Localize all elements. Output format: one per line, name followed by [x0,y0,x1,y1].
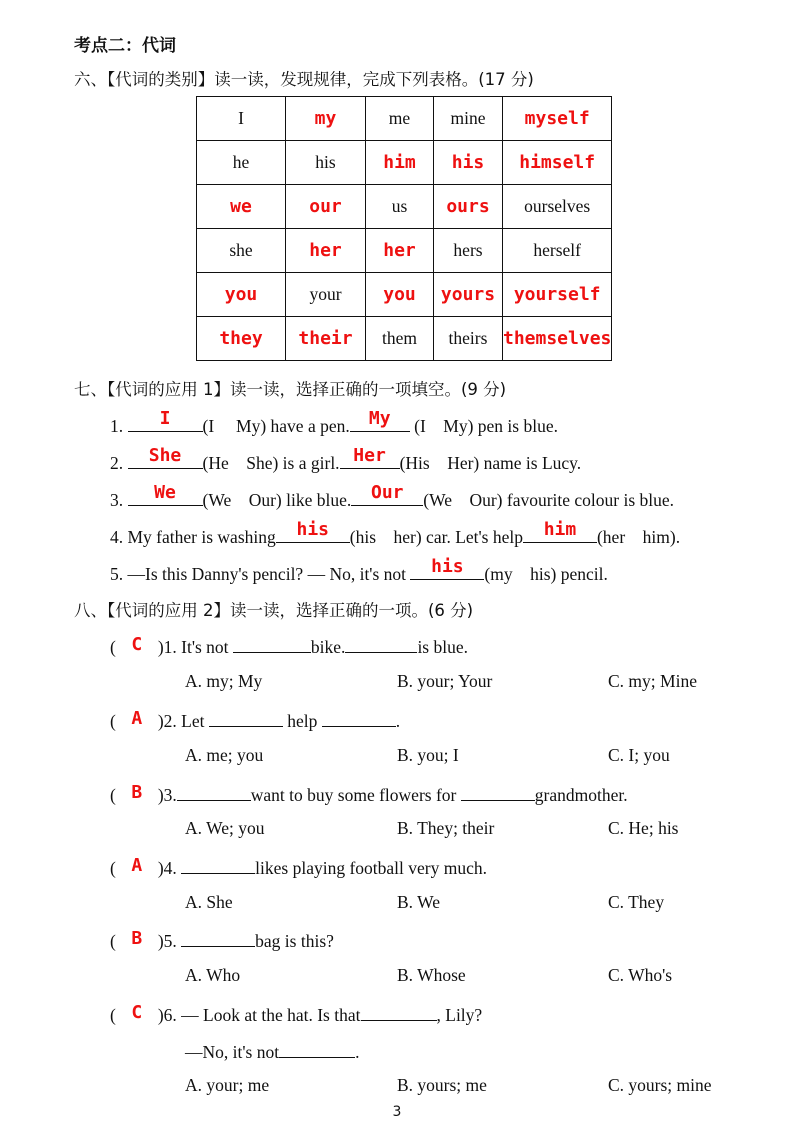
option-b[interactable]: B. They; their [397,818,495,838]
table-cell-answer[interactable]: him [366,141,434,185]
option-a[interactable]: A. your; me [185,1075,270,1095]
answer-blank [322,708,396,727]
item-text: (her him). [596,527,681,547]
table-cell: ourselves [503,185,612,229]
handwritten-answer: My [368,408,391,429]
table-cell: his [286,141,366,185]
handwritten-answer: Her [353,445,386,466]
answer-blank [461,782,535,801]
question-text: )2. Let [157,711,209,731]
item-text: 4. My father is washing [110,527,276,547]
table-cell-answer[interactable]: his [434,141,503,185]
answer-blank[interactable] [350,408,410,432]
item-text: 3. [110,490,128,510]
mc-question-1: ( C )1. It's not bike. is blue. [110,634,468,657]
handwritten-answer: A [131,708,143,729]
table-cell: he [197,141,286,185]
table-cell-answer[interactable]: our [286,185,366,229]
page-heading: 考点二：代词 [74,36,176,56]
option-c[interactable]: C. Who's [608,965,673,985]
table-cell-answer[interactable]: her [286,229,366,273]
table-cell-answer[interactable]: you [366,273,434,317]
fill-item-1 [110,408,558,438]
handwritten-answer: B [131,928,143,949]
question-text: )5. [157,931,182,951]
question-text: —No, it's not [185,1042,280,1062]
table-cell-answer[interactable]: yours [434,273,503,317]
question-text: bike. [310,637,346,657]
page-number: 3 [392,1104,402,1120]
mc-question-2: ( A )2. Let help . [110,708,401,731]
table-row [197,317,612,361]
question-text: bag is this? [255,931,334,951]
option-b[interactable]: B. Whose [397,965,466,985]
fill-item-3 [110,482,675,512]
option-a[interactable]: A. me; you [185,745,264,765]
answer-blank[interactable] [128,408,203,432]
item-text: 2. [110,453,128,473]
table-cell: I [197,97,286,141]
answer-blank[interactable] [340,445,400,469]
question-text: , Lily? [436,1005,483,1025]
question-text: . [355,1042,360,1062]
option-b[interactable]: B. We [397,892,440,912]
item-text: (He She) is a girl. [202,453,340,473]
option-c[interactable]: C. I; you [608,745,670,765]
answer-blank [177,782,251,801]
table-cell-answer[interactable]: himself [503,141,612,185]
handwritten-answer: C [131,634,143,655]
item-text: (my his) pencil. [484,564,608,584]
item-text: (His Her) name is Lucy. [399,453,582,473]
table-cell-answer[interactable]: her [366,229,434,273]
table-cell-answer[interactable]: you [197,273,286,317]
table-row [197,273,612,317]
option-a[interactable]: A. Who [185,965,241,985]
answer-blank[interactable] [351,482,423,506]
question-text: likes playing football very much. [255,858,487,878]
fill-item-2 [110,445,582,475]
table-row [197,141,612,185]
table-cell-answer[interactable]: they [197,317,286,361]
section-7-title: 七、【代词的应用 1】读一读，选择正确的一项填空。(9 分) [74,380,507,399]
handwritten-answer: Our [370,482,404,503]
table-cell: us [366,185,434,229]
option-a[interactable]: A. We; you [185,818,265,838]
handwritten-answer: his [431,556,464,577]
option-c[interactable]: C. yours; mine [608,1075,712,1095]
section-8-title: 八、【代词的应用 2】读一读，选择正确的一项。(6 分) [74,601,474,620]
option-a[interactable]: A. She [185,892,233,912]
handwritten-answer: C [131,1002,143,1023]
handwritten-answer: him [543,519,577,540]
handwritten-answer: A [131,855,143,876]
handwritten-answer: his [296,519,329,540]
item-text: (I My) pen is blue. [409,416,558,436]
question-text: . [395,711,401,731]
mc-question-5: ( B )5. bag is this? [110,928,334,951]
table-cell-answer[interactable]: their [286,317,366,361]
table-cell: hers [434,229,503,273]
item-text: (We Our) favourite colour is blue. [423,490,675,510]
mc-question-4: ( A )4. likes playing football very much. [110,855,487,878]
answer-blank[interactable] [523,519,597,543]
question-text: )4. [157,858,182,878]
option-b[interactable]: B. yours; me [397,1075,487,1095]
item-text: (his her) car. Let's help [349,527,523,547]
answer-blank[interactable] [128,445,203,469]
table-row [197,185,612,229]
option-c[interactable]: C. They [608,892,665,912]
table-cell-answer[interactable]: ours [434,185,503,229]
question-text: want to buy some flowers for [250,785,461,805]
item-text: 5. —Is this Danny's pencil? — No, it's not [110,564,411,584]
question-text: )1. It's not [157,637,233,657]
fill-item-4 [110,519,681,549]
table-cell-answer[interactable]: we [197,185,286,229]
table-cell: mine [434,97,503,141]
table-cell: herself [503,229,612,273]
answer-blank[interactable] [276,519,350,543]
table-cell: them [366,317,434,361]
item-text: (I My) have a pen. [202,416,350,436]
question-text: )6. — Look at the hat. Is that [157,1005,361,1025]
table-cell-answer[interactable]: myself [503,97,612,141]
table-cell: me [366,97,434,141]
table-cell-answer[interactable]: themselves [503,317,612,361]
answer-blank [233,634,311,653]
table-cell: theirs [434,317,503,361]
item-text: 1. [110,416,128,436]
answer-blank [209,708,283,727]
mc-question-3: ( B )3. want to buy some flowers for grandmother. [110,782,628,805]
answer-blank[interactable] [128,482,203,506]
mc-question-6: ( C )6. — Look at the hat. Is that , Lily? [110,1002,483,1025]
answer-blank [181,928,255,947]
table-cell-answer[interactable]: my [286,97,366,141]
table-cell: your [286,273,366,317]
answer-blank[interactable] [410,556,484,580]
section-6-title: 六、【代词的类别】读一读，发现规律，完成下列表格。(17 分) [74,70,534,89]
answer-blank [361,1002,437,1021]
mc-question-6-line2 [185,1039,359,1063]
option-c[interactable]: C. my; Mine [608,671,697,691]
answer-blank [279,1039,355,1058]
handwritten-answer: We [154,482,176,503]
table-row [197,97,612,141]
option-c[interactable]: C. He; his [608,818,679,838]
answer-blank [345,634,417,653]
question-text: is blue. [417,637,468,657]
option-a[interactable]: A. my; My [185,671,263,691]
handwritten-answer: I [159,408,171,429]
table-row [197,229,612,273]
pronoun-table [196,96,612,361]
question-text: help [282,711,322,731]
option-b[interactable]: B. you; I [397,745,459,765]
answer-blank [181,855,255,874]
option-b[interactable]: B. your; Your [397,671,493,691]
table-cell-answer[interactable]: yourself [503,273,612,317]
item-text: (We Our) like blue. [202,490,352,510]
question-text: )3. [157,785,177,805]
table-cell: she [197,229,286,273]
fill-item-5 [110,556,608,586]
question-text: grandmother. [534,785,628,805]
handwritten-answer: She [148,445,182,466]
handwritten-answer: B [131,782,143,803]
